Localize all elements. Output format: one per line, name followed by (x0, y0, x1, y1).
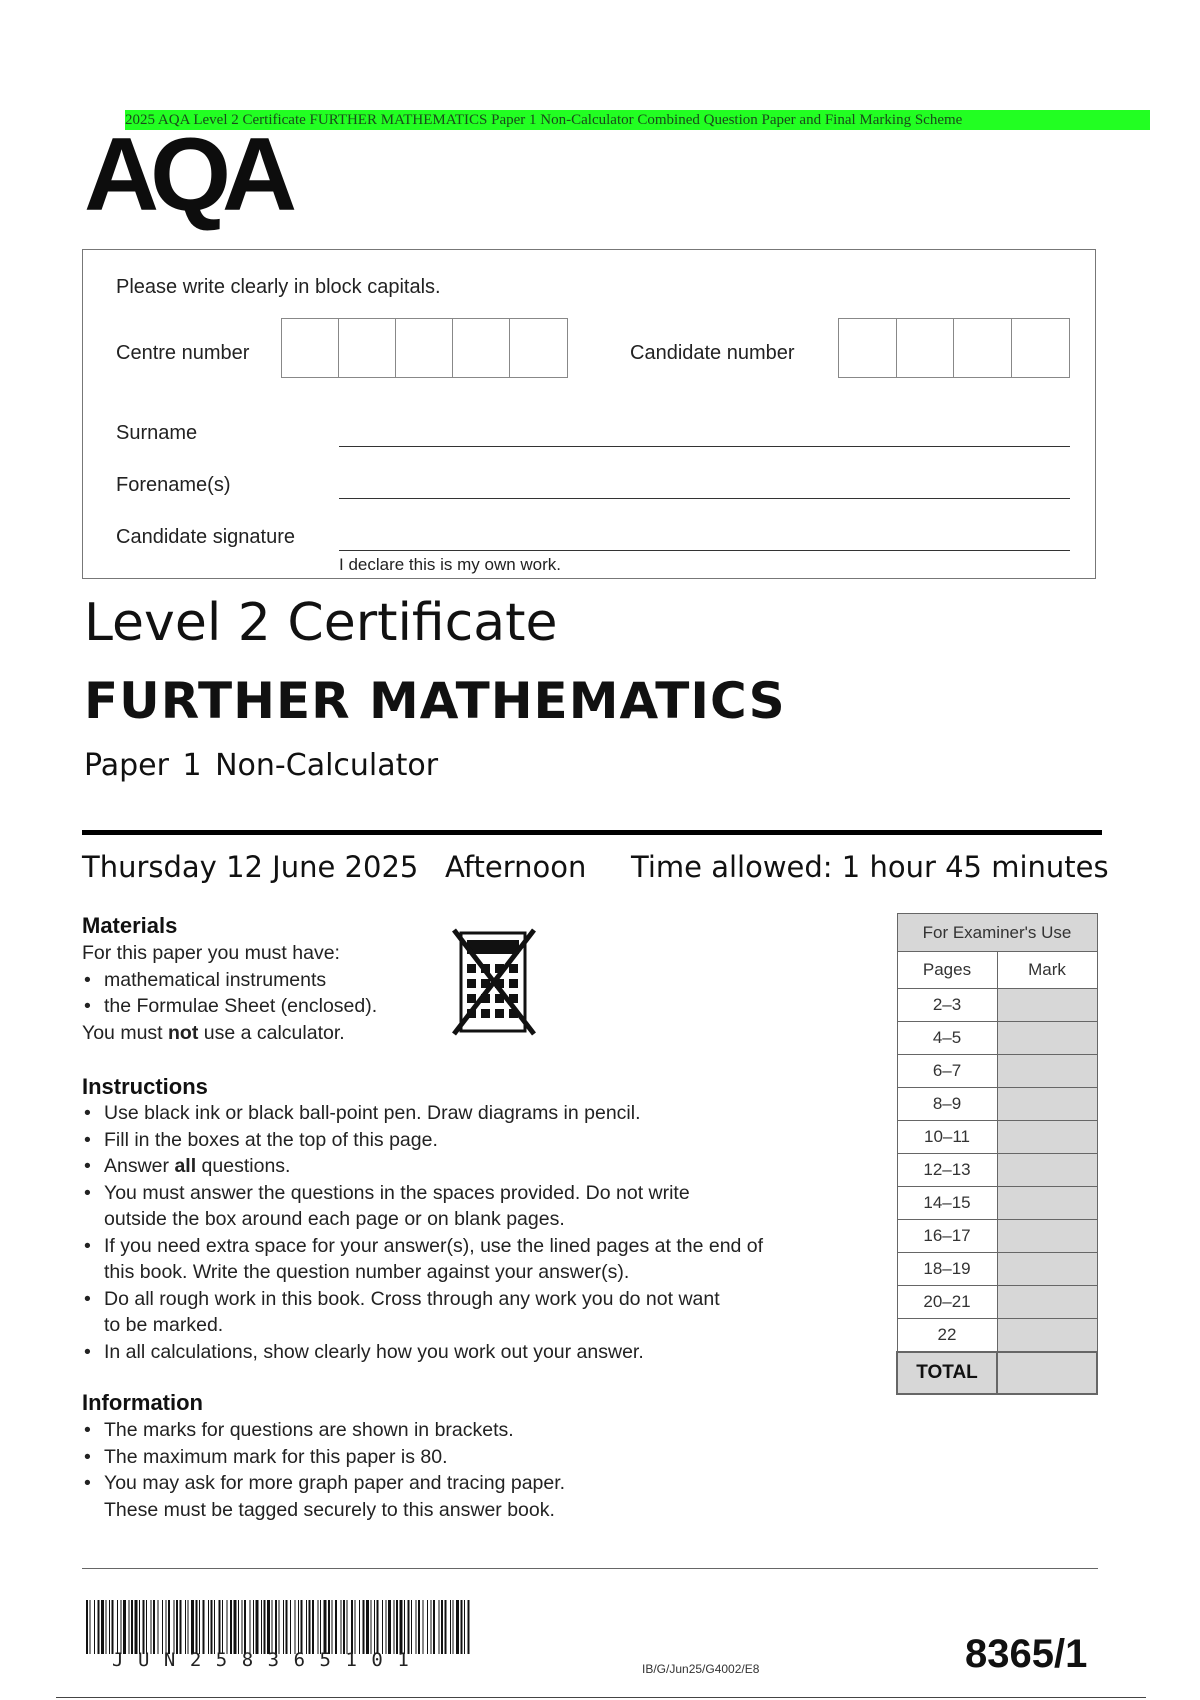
pages-cell: 12–13 (897, 1154, 997, 1187)
certificate-title: Level 2 Certificate (84, 593, 558, 653)
instructions-list (82, 1100, 763, 1365)
centre-number-digit[interactable] (396, 319, 453, 377)
signature-label: Candidate signature (116, 526, 296, 548)
exam-session: Afternoon (445, 850, 587, 884)
mark-cell (997, 1121, 1097, 1154)
surname-label: Surname (116, 422, 198, 444)
candidate-number-digit[interactable] (897, 319, 955, 377)
centre-number-digit[interactable] (453, 319, 510, 377)
candidate-number-label: Candidate number (630, 342, 795, 364)
subject-title: FURTHER MATHEMATICS (84, 672, 786, 730)
pages-cell: 8–9 (897, 1088, 997, 1121)
pages-cell: 16–17 (897, 1220, 997, 1253)
all-emphasis: all (174, 1155, 197, 1177)
signature-field[interactable] (339, 550, 1070, 551)
paper-code: 8365/1 (965, 1632, 1088, 1676)
examiner-use-heading: For Examiner's Use (897, 914, 1097, 952)
candidate-number-digit[interactable] (839, 319, 897, 377)
aqa-logo: AQA (84, 117, 289, 233)
instruction-item: • Answer all questions. (82, 1153, 763, 1180)
barcode-text: JUN258365101 (112, 1649, 424, 1671)
materials-heading: Materials (82, 913, 178, 938)
total-mark-cell (997, 1352, 1097, 1394)
information-heading: Information (82, 1390, 203, 1415)
block-capitals-instruction: Please write clearly in block capitals. (116, 276, 441, 298)
pages-cell: 18–19 (897, 1253, 997, 1286)
centre-number-digit[interactable] (282, 319, 339, 377)
pages-cell: 10–11 (897, 1121, 997, 1154)
mark-cell (997, 1187, 1097, 1220)
materials-intro: For this paper you must have: (82, 942, 340, 964)
pages-cell: 20–21 (897, 1286, 997, 1319)
information-item: • The marks for questions are shown in brackets. (82, 1417, 565, 1444)
examiner-use-table (896, 913, 1098, 1395)
instruction-item: • You must answer the questions in the spaces provided. Do not write outside the box around each page or on blank pages. (82, 1180, 763, 1233)
not-emphasis: not (168, 1021, 199, 1044)
barcode-icon (86, 1600, 470, 1654)
instruction-item: • Do all rough work in this book. Cross through any work you do not want to be marked. (82, 1286, 763, 1339)
instruction-item: • In all calculations, show clearly how you work out your answer. (82, 1339, 763, 1366)
candidate-details-box (82, 249, 1096, 579)
mark-cell (997, 1253, 1097, 1286)
instruction-item: • If you need extra space for your answer(s), use the lined pages at the end of this book. Write the question number against your answer(s). (82, 1233, 763, 1286)
pages-cell: 6–7 (897, 1055, 997, 1088)
document-banner: 2025 AQA Level 2 Certificate FURTHER MATHEMATICS Paper 1 Non-Calculator Combined Question Paper and Final Marking Scheme (125, 110, 1150, 130)
instruction-item: • Fill in the boxes at the top of this page. (82, 1127, 763, 1154)
forenames-field[interactable] (339, 498, 1070, 499)
footer-divider (82, 1568, 1098, 1569)
no-calculator-icon (452, 928, 536, 1038)
mark-cell (997, 1055, 1097, 1088)
mark-cell (997, 1022, 1097, 1055)
centre-number-digit[interactable] (510, 319, 567, 377)
mark-cell (997, 989, 1097, 1022)
information-item: • You may ask for more graph paper and tracing paper. These must be tagged securely to this answer book. (82, 1470, 565, 1523)
materials-item: • the Formulae Sheet (enclosed). (82, 993, 377, 1020)
centre-number-boxes[interactable] (281, 318, 568, 378)
mark-cell (997, 1088, 1097, 1121)
surname-field[interactable] (339, 446, 1070, 447)
page-bottom-rule (56, 1697, 1146, 1698)
information-item: • The maximum mark for this paper is 80. (82, 1444, 565, 1471)
mark-header: Mark (997, 952, 1097, 989)
candidate-number-digit[interactable] (954, 319, 1012, 377)
candidate-number-digit[interactable] (1012, 319, 1070, 377)
exam-date: Thursday 12 June 2025 (82, 850, 419, 884)
candidate-number-boxes[interactable] (838, 318, 1070, 378)
instruction-item: • Use black ink or black ball-point pen. Draw diagrams in pencil. (82, 1100, 763, 1127)
declaration-text: I declare this is my own work. (339, 555, 562, 574)
calculator-note: You must not use a calculator. (82, 1021, 345, 1044)
time-allowed: Time allowed: 1 hour 45 minutes (631, 850, 1109, 884)
forenames-label: Forename(s) (116, 474, 231, 496)
mark-cell (997, 1319, 1097, 1352)
total-label: TOTAL (897, 1352, 997, 1394)
mark-cell (997, 1220, 1097, 1253)
pages-cell: 4–5 (897, 1022, 997, 1055)
mark-cell (997, 1154, 1097, 1187)
pages-cell: 22 (897, 1319, 997, 1352)
centre-number-digit[interactable] (339, 319, 396, 377)
information-list (82, 1417, 565, 1523)
mark-cell (997, 1286, 1097, 1319)
title-divider (82, 830, 1102, 835)
pages-cell: 2–3 (897, 989, 997, 1022)
materials-section (82, 940, 377, 1046)
paper-title: Paper 1 Non-Calculator (84, 748, 439, 783)
centre-number-label: Centre number (116, 342, 250, 364)
reference-code: IB/G/Jun25/G4002/E8 (642, 1662, 760, 1676)
pages-header: Pages (897, 952, 997, 989)
materials-item: • mathematical instruments (82, 967, 377, 994)
pages-cell: 14–15 (897, 1187, 997, 1220)
instructions-heading: Instructions (82, 1074, 208, 1099)
